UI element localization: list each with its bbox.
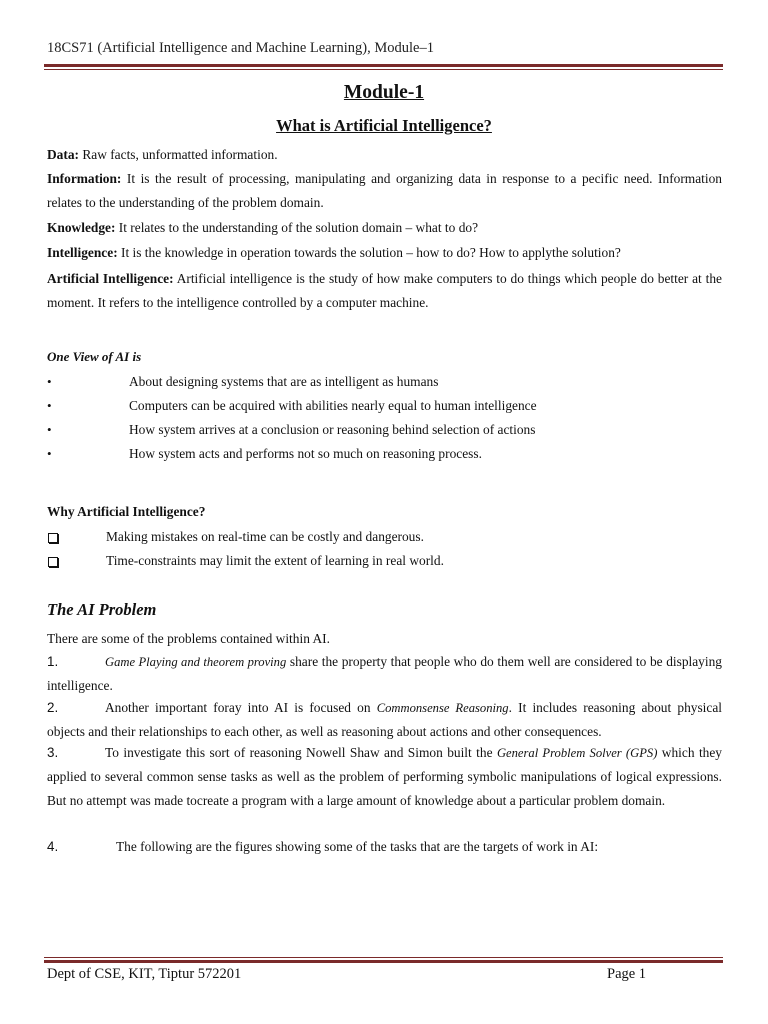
- data-text: Raw facts, unformatted information.: [78, 147, 278, 162]
- item-italic-term: Commonsense Reasoning: [376, 701, 509, 715]
- item-text: . It includes reasoning about physical objects and their relationships to each other, as well as reasoning about actions and other consequences.: [47, 700, 722, 739]
- module-title: Module-1: [343, 82, 425, 103]
- item-number: 1.: [47, 654, 59, 669]
- footer-department: Dept of CSE, KIT, Tiptur 572201: [47, 966, 242, 982]
- list-item-text: How system arrives at a conclusion or reasoning behind selection of actions: [129, 422, 536, 437]
- item-text: Another important foray into AI is focused on: [105, 700, 377, 715]
- definition-information: [47, 167, 722, 215]
- header-rule-thin: [44, 69, 723, 70]
- information-text: It is the result of processing, manipulating and organizing data in response to a pecific need. Information relates to the understanding of the problem domain.: [47, 171, 722, 210]
- knowledge-text: It relates to the understanding of the solution domain – what to do?: [115, 220, 479, 235]
- list-item-text: How system acts and performs not so much on reasoning process.: [129, 446, 482, 461]
- information-label: Information:: [47, 171, 122, 186]
- checkbox-square-icon: [48, 533, 58, 543]
- ai-problem-heading: The AI Problem: [47, 600, 157, 619]
- header-text: 18CS71 (Artificial Intelligence and Machine Learning), Module–1: [47, 40, 434, 56]
- ai-problem-intro: There are some of the problems contained within AI.: [47, 631, 330, 646]
- intelligence-text: It is the knowledge in operation towards the solution – how to do? How to applythe solution?: [117, 245, 621, 260]
- list-item-text: Computers can be acquired with abilities nearly equal to human intelligence: [129, 398, 537, 413]
- ai-problem-item-1: [47, 650, 722, 698]
- why-ai-heading: Why Artificial Intelligence?: [47, 504, 206, 519]
- item-number: 4.: [47, 839, 59, 854]
- data-label: Data:: [47, 147, 79, 162]
- list-item-text: Time-constraints may limit the extent of learning in real world.: [106, 553, 444, 568]
- intelligence-label: Intelligence:: [47, 245, 118, 260]
- item-text: The following are the figures showing some of the tasks that are the targets of work in AI:: [116, 839, 599, 854]
- bullet-icon: •: [47, 422, 52, 437]
- item-text: To investigate this sort of reasoning Nowell Shaw and Simon built the: [105, 745, 497, 760]
- list-item-text: Making mistakes on real-time can be costly and dangerous.: [106, 529, 424, 544]
- definition-ai: [47, 267, 722, 315]
- ai-label: Artificial Intelligence:: [47, 271, 174, 286]
- one-view-heading: One View of AI is: [47, 349, 142, 364]
- knowledge-label: Knowledge:: [47, 220, 116, 235]
- bullet-icon: •: [47, 374, 52, 389]
- item-number: 3.: [47, 745, 59, 760]
- item-italic-term: Game Playing and theorem proving: [105, 655, 287, 669]
- bullet-icon: •: [47, 446, 52, 461]
- item-text: which they applied to several common sense tasks as well as the problem of performing symbolic manipulations of logical expressions. But no attempt was made tocreate a program with a large amount of knowledge about a particular problem domain.: [47, 745, 722, 808]
- footer-rule-thick: [44, 960, 723, 963]
- definition-intelligence: [47, 241, 722, 265]
- footer-page-number: Page 1: [607, 966, 647, 982]
- list-item-text: About designing systems that are as intelligent as humans: [129, 374, 439, 389]
- definition-data: [47, 143, 722, 167]
- footer-rule-thin: [44, 957, 723, 958]
- item-number: 2.: [47, 700, 59, 715]
- item-italic-term: General Problem Solver (GPS): [496, 746, 658, 760]
- definition-knowledge: [47, 216, 722, 240]
- ai-problem-item-2: [47, 696, 722, 744]
- ai-problem-item-4: [47, 835, 722, 859]
- ai-text: Artificial intelligence is the study of how make computers to do things which people do better at the moment. It refers to the intelligence controlled by a computer machine.: [47, 271, 722, 310]
- checkbox-square-icon: [48, 557, 58, 567]
- question-title: What is Artificial Intelligence?: [276, 116, 492, 135]
- item-text: share the property that people who do them well are considered to be displaying intelligence.: [47, 654, 722, 693]
- bullet-icon: •: [47, 398, 52, 413]
- header-rule-thick: [44, 64, 723, 67]
- ai-problem-item-3: [47, 741, 722, 813]
